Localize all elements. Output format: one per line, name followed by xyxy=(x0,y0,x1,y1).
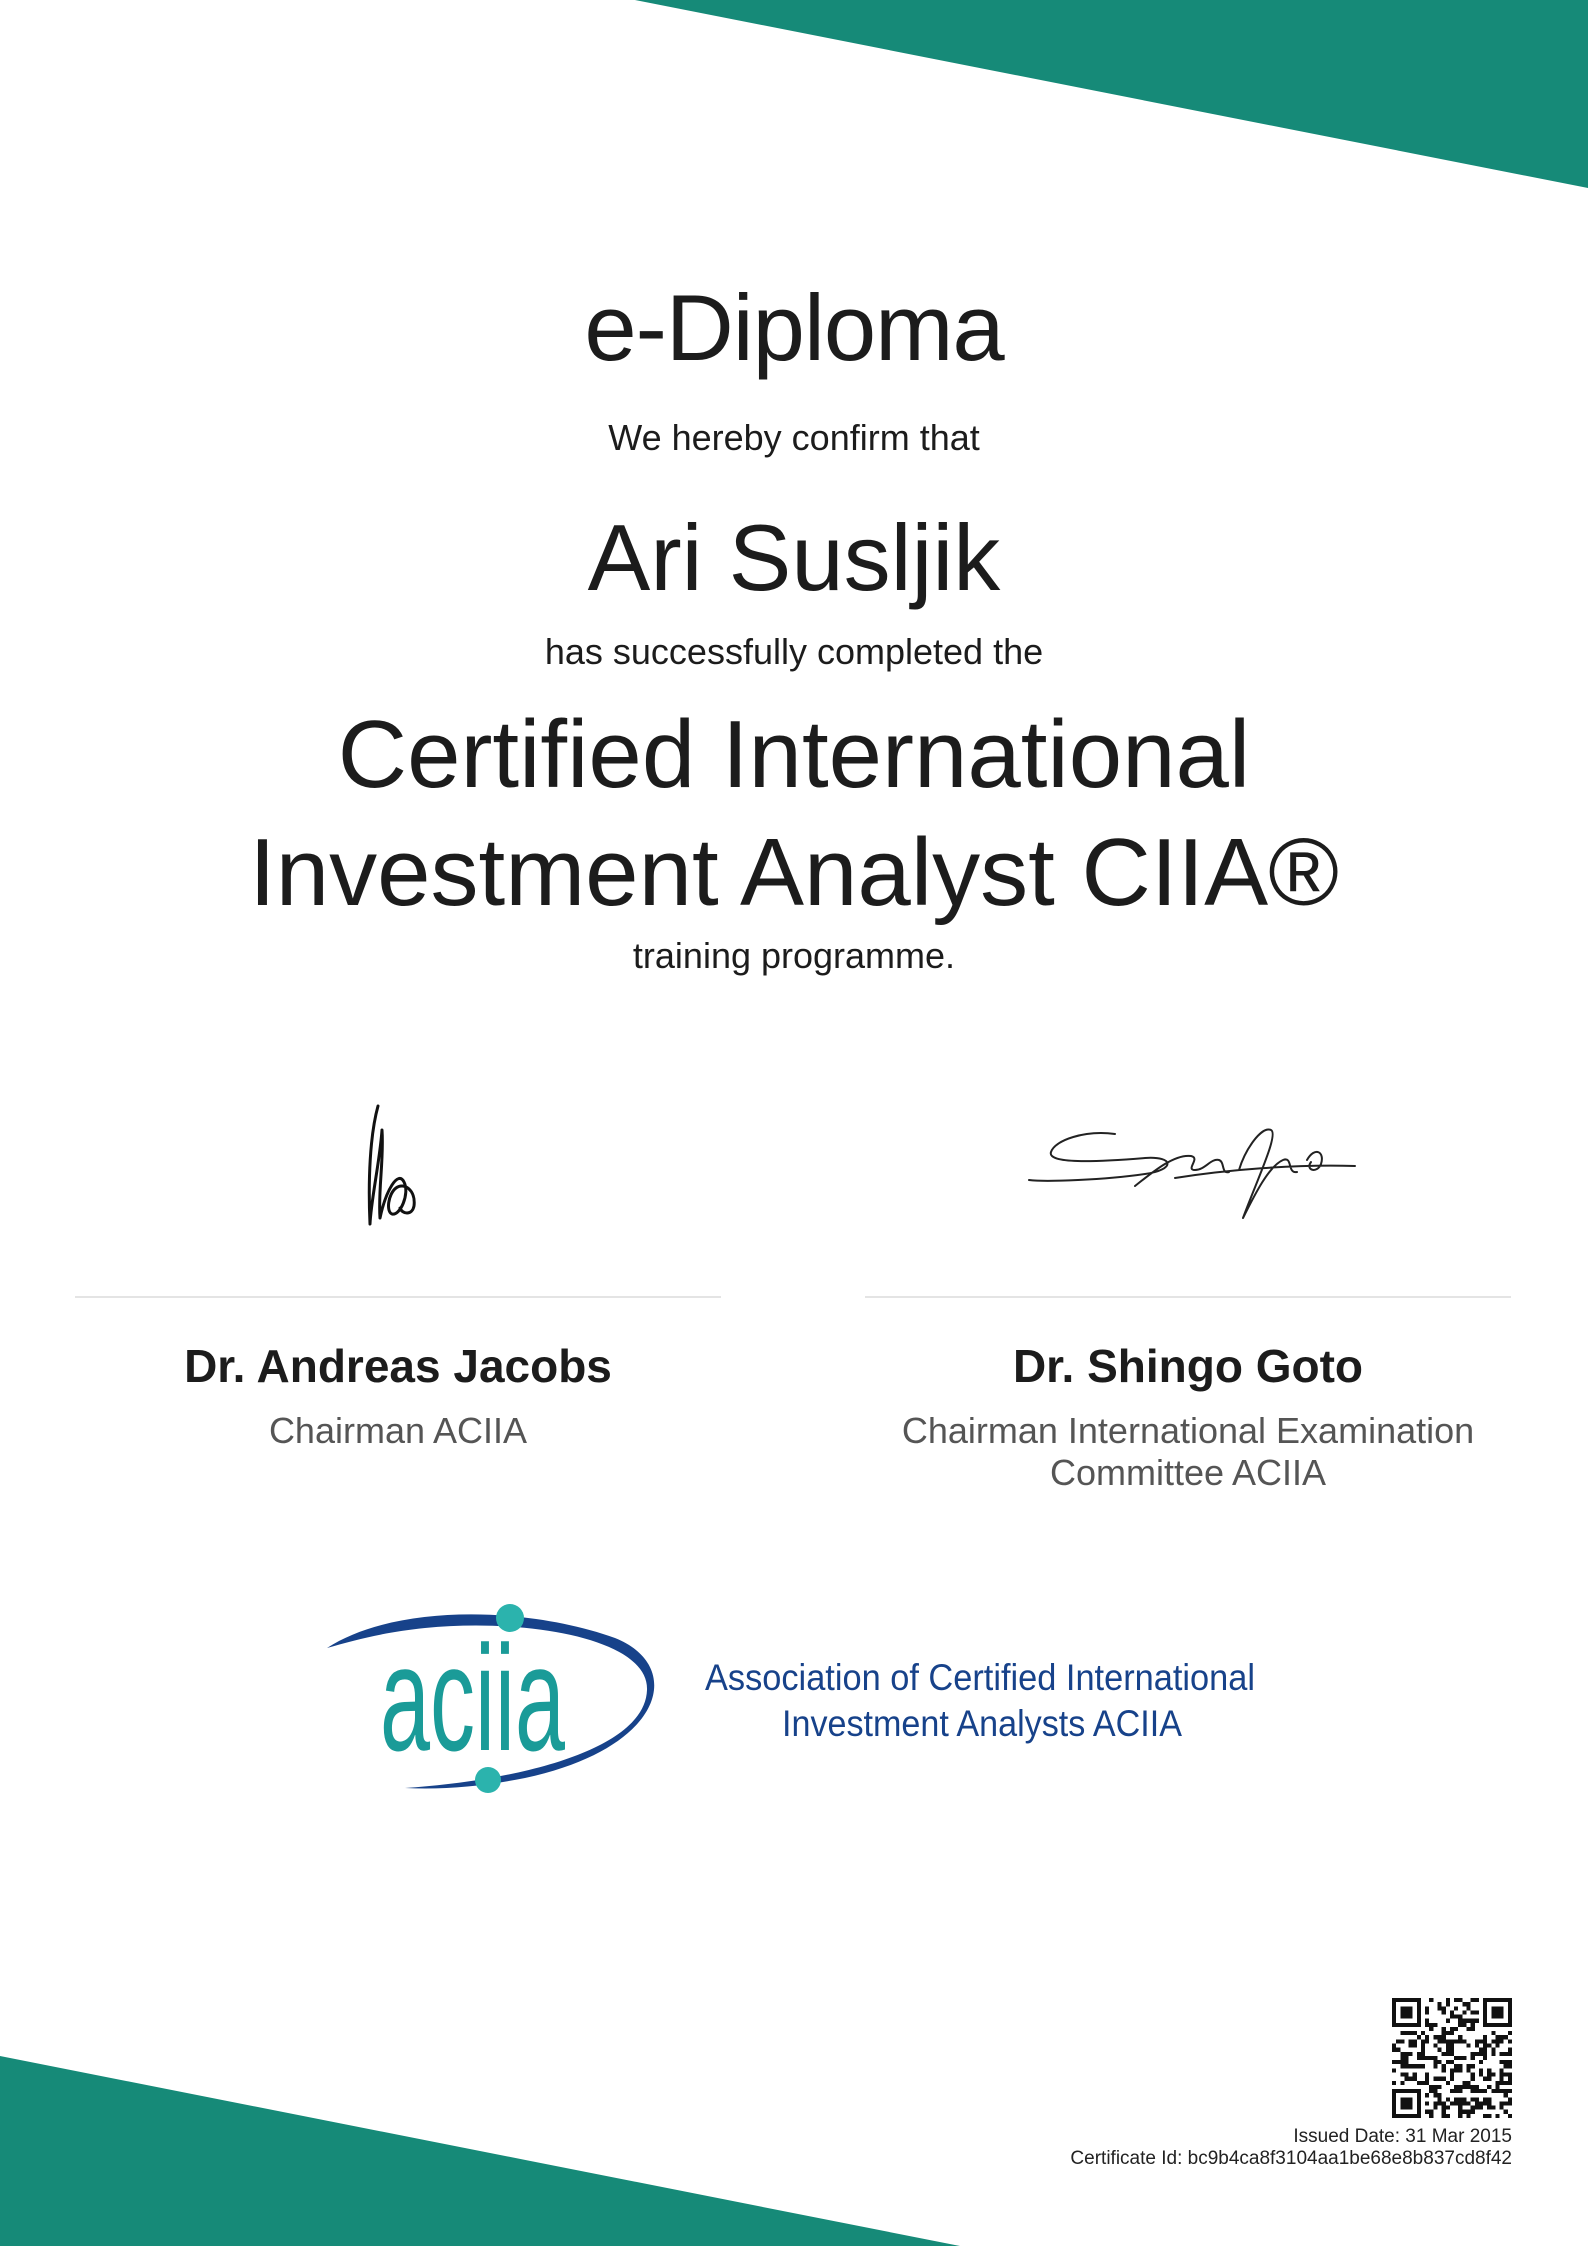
recipient-name: Ari Susljik xyxy=(587,505,1001,610)
qr-code-icon xyxy=(1392,1998,1512,2118)
logo-org-line2: Investment Analysts ACIIA xyxy=(782,1703,1183,1744)
aciia-logo xyxy=(325,1598,1275,1798)
signature-jacobs xyxy=(340,1090,460,1250)
signatory-name: Dr. Andreas Jacobs xyxy=(184,1340,612,1392)
confirm-text: We hereby confirm that xyxy=(608,417,980,458)
signatory-role-line1: Chairman International Examination xyxy=(901,1410,1475,1451)
signatory-name: Dr. Shingo Goto xyxy=(1012,1340,1364,1392)
signatory-role xyxy=(865,1410,1511,1494)
signatory-role-line2: Committee ACIIA xyxy=(1049,1452,1327,1493)
programme-title xyxy=(100,696,1488,932)
signature-line xyxy=(75,1296,721,1298)
completed-text: has successfully completed the xyxy=(544,631,1044,672)
programme-title-line2: Investment Analyst CIIA® xyxy=(249,819,1339,926)
diploma-title: e-Diploma xyxy=(584,275,1004,380)
signature-goto xyxy=(1025,1090,1365,1250)
signatory-role xyxy=(75,1410,721,1452)
signatory-role-line1: Chairman ACIIA xyxy=(268,1410,528,1451)
programme-suffix: training programme. xyxy=(632,935,956,976)
certificate-id: Certificate Id: bc9b4ca8f3104aa1be68e8b837cd8f42 xyxy=(1070,2148,1512,2169)
logo-org-line1: Association of Certified International xyxy=(705,1657,1255,1698)
programme-title-line1: Certified International xyxy=(337,701,1251,808)
signature-line xyxy=(865,1296,1511,1298)
issued-date: Issued Date: 31 Mar 2015 xyxy=(1293,2126,1512,2147)
top-corner-decoration xyxy=(0,0,1588,200)
logo-wordmark: aciia xyxy=(380,1614,566,1782)
